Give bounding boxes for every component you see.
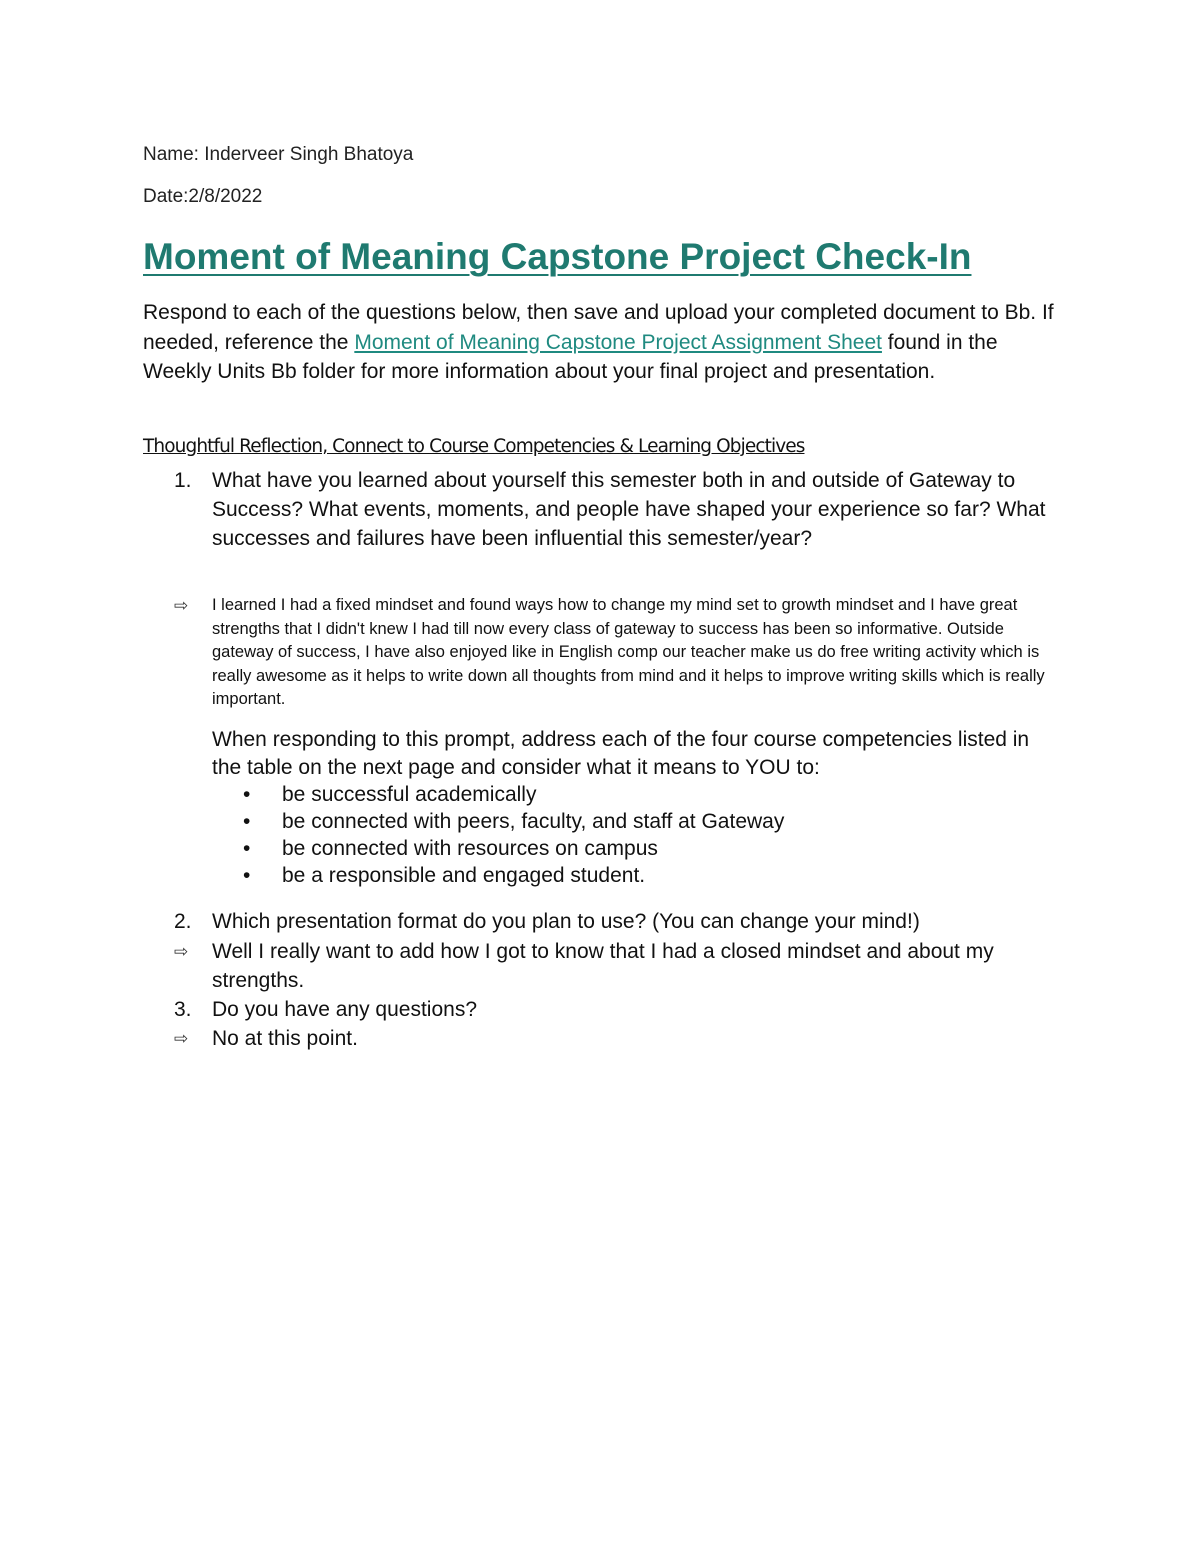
question-number: 3. [174,998,192,1021]
list-item [243,835,784,862]
question-2 [174,907,1054,936]
list-item-text: be connected with peers, faculty, and staff at Gateway [282,810,785,833]
list-item [243,781,784,808]
question-1 [174,466,1054,553]
competency-prompt: When responding to this prompt, address each of the four course competencies listed in the table on the next page and consider what it means to YOU to: [212,728,1030,779]
list-item [243,808,784,835]
arrow-icon: ⇨ [174,942,189,961]
list-item [243,862,784,889]
competency-list [243,781,784,889]
document-title: Moment of Meaning Capstone Project Check-In [143,236,972,277]
bullet-icon: • [243,810,251,833]
bullet-icon: • [243,864,251,887]
assignment-sheet-link[interactable]: Moment of Meaning Capstone Project Assignment Sheet [354,330,882,354]
question-text: Do you have any questions? [212,998,478,1021]
list-item-text: be connected with resources on campus [282,837,658,860]
intro-paragraph [143,298,1063,387]
list-item-text: be successful academically [282,783,537,806]
submission-date: Date:2/8/2022 [143,186,263,207]
intro-text-after-link: found in the Weekly Units Bb folder for more information about your final project and presentation. [143,330,998,383]
question-number: 1. [174,469,192,492]
answer-text: No at this point. [212,1027,358,1050]
arrow-icon: ⇨ [174,1029,189,1048]
answer-text: I learned I had a fixed mindset and found ways how to change my mind set to growth mindset and I have great strengths that I didn't knew I had till now every class of gateway to success has been so informative. Outside gateway of success, I have also enjoyed like in English comp our teacher make us do free writing activity which is really awesome as it helps to write down all thoughts from mind and it helps to improve writing skills which is really important. [212,596,1045,709]
section-heading: Thoughtful Reflection, Connect to Course Competencies & Learning Objectives [143,436,805,457]
question-number: 2. [174,910,192,933]
answer-1 [174,594,1054,712]
bullet-icon: • [243,837,251,860]
question-text: Which presentation format do you plan to use? (You can change your mind!) [212,910,920,933]
answer-text: Well I really want to add how I got to know that I had a closed mindset and about my strengths. [212,940,994,992]
student-name: Name: Inderveer Singh Bhatoya [143,144,414,165]
bullet-icon: • [243,783,251,806]
list-item-text: be a responsible and engaged student. [282,864,646,887]
answer-3 [174,1024,1054,1053]
question-3 [174,995,1054,1024]
answer-2 [174,937,1054,995]
arrow-icon: ⇨ [174,596,189,615]
intro-text-before-link: Respond to each of the questions below, then save and upload your completed document to Bb. If needed, reference the [143,301,1054,354]
question-text: What have you learned about yourself this semester both in and outside of Gateway to Success? What events, moments, and people have shaped your experience so far? What successes and failures have been influential this semester/year? [212,469,1046,550]
